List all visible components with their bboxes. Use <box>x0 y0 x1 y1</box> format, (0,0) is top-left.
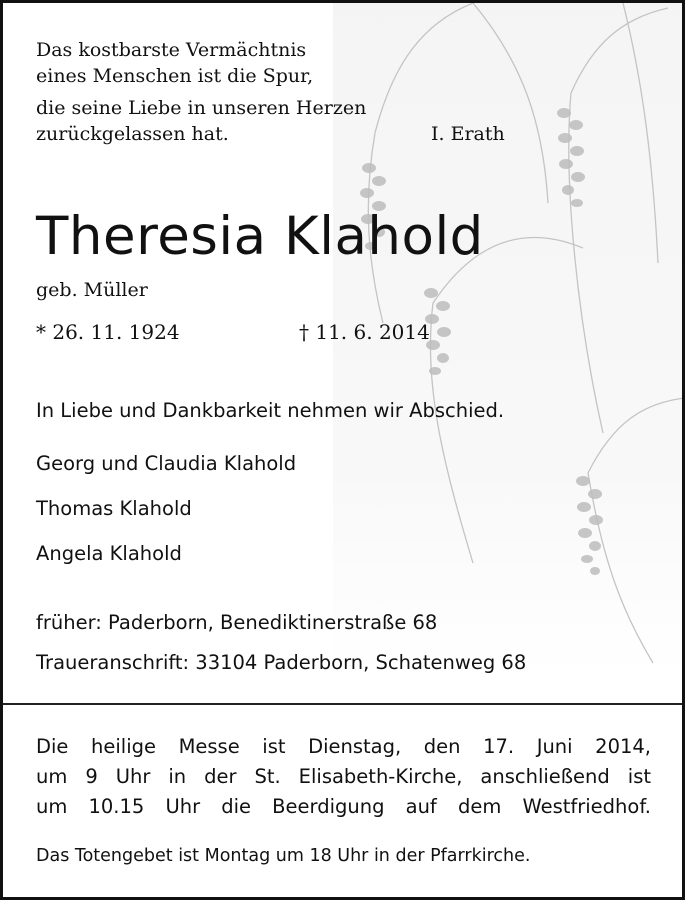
quote-author: I. Erath <box>431 123 505 145</box>
mourner-name: Angela Klahold <box>36 542 182 565</box>
prayer-info: Das Totengebet ist Montag um 18 Uhr in der Pfarrkirche. <box>36 846 531 866</box>
quote-line: zurückgelassen hat. <box>36 123 229 145</box>
death-date: † 11. 6. 2014 <box>299 320 430 344</box>
deceased-name: Theresia Klahold <box>36 206 484 267</box>
quote-line: eines Menschen ist die Spur, <box>36 65 314 87</box>
service-line: um 10.15 Uhr die Beerdigung auf dem Westfriedhof. <box>36 795 651 818</box>
service-line: Die heilige Messe ist Dienstag, den 17. Juni 2014, <box>36 735 651 758</box>
farewell-text: In Liebe und Dankbarkeit nehmen wir Abschied. <box>36 399 505 422</box>
mourner-name: Thomas Klahold <box>36 497 192 520</box>
divider <box>3 703 682 705</box>
birth-date: * 26. 11. 1924 <box>36 320 180 344</box>
former-address: früher: Paderborn, Benediktinerstraße 68 <box>36 611 438 634</box>
mourner-name: Georg und Claudia Klahold <box>36 452 297 475</box>
quote-line: Das kostbarste Vermächtnis <box>36 39 307 61</box>
mourning-address: Traueranschrift: 33104 Paderborn, Schatenweg 68 <box>36 651 527 674</box>
quote-line: die seine Liebe in unseren Herzen <box>36 97 367 119</box>
service-line: um 9 Uhr in der St. Elisabeth-Kirche, anschließend ist <box>36 765 651 788</box>
birth-name: geb. Müller <box>36 279 148 301</box>
service-info <box>36 732 651 822</box>
